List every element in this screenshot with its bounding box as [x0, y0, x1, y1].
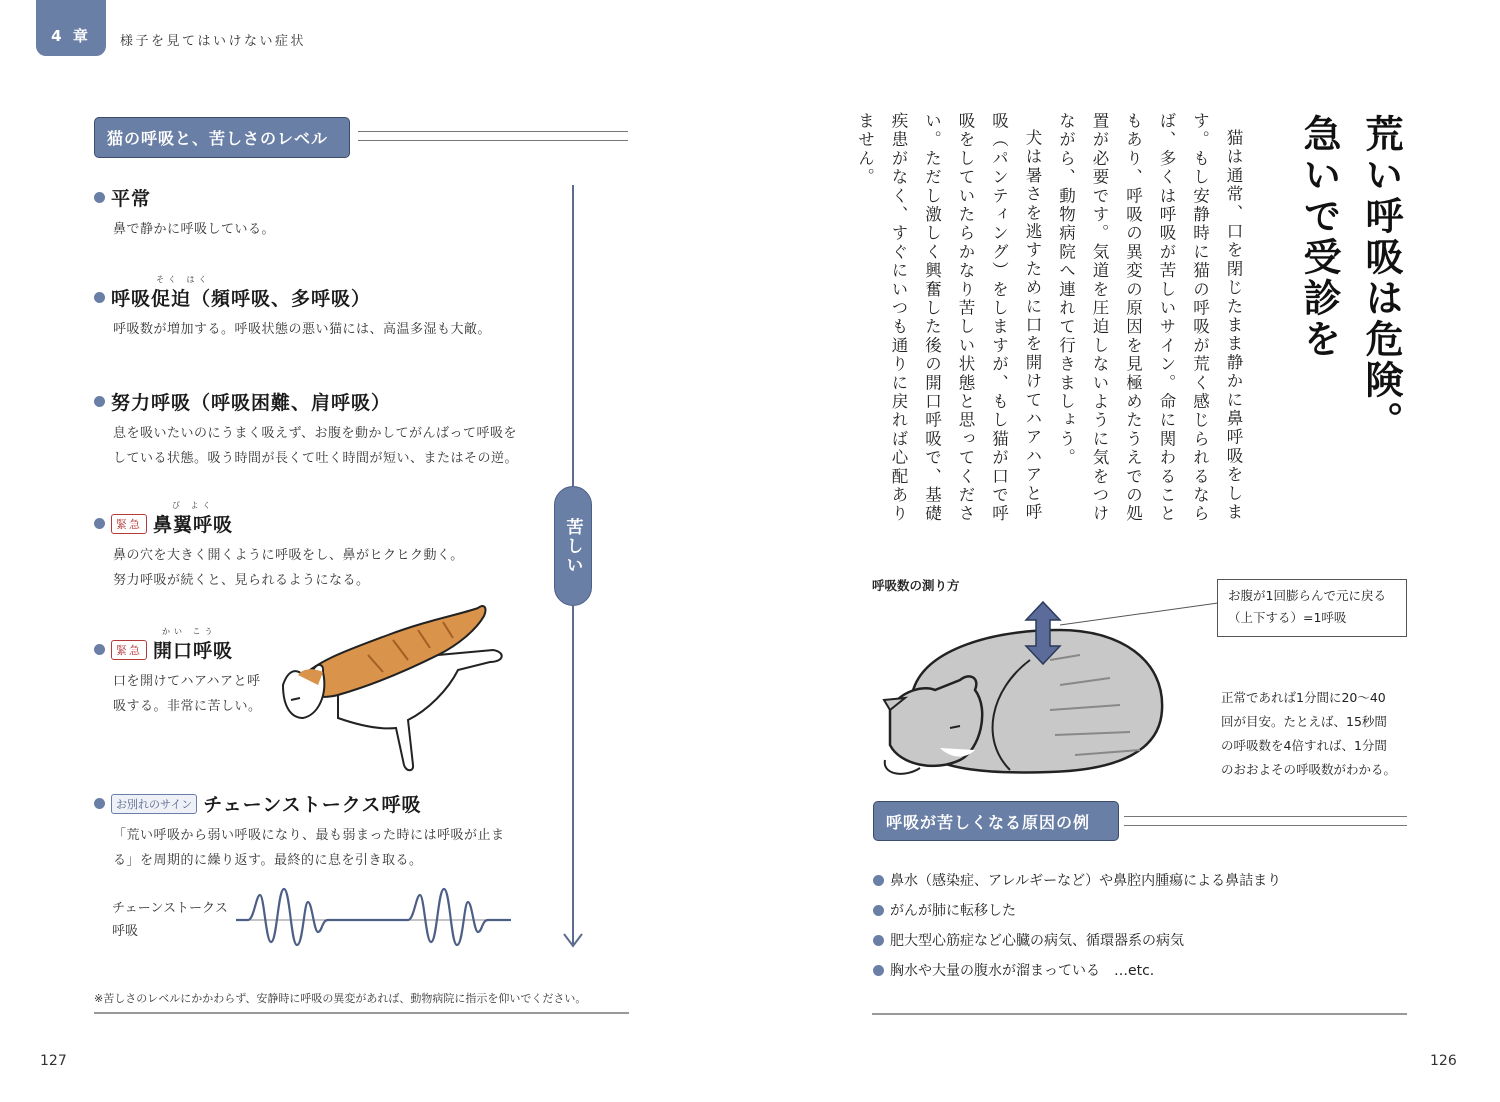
cheyne-stokes-waveform: [236, 887, 511, 947]
bullet-dot: [873, 875, 884, 886]
farewell-sign-badge: お別れのサイン: [111, 794, 197, 814]
level-item-cheyne-stokes: [94, 790, 505, 873]
level-indicator-pill: 苦しい: [554, 486, 592, 606]
level-title: 呼吸促迫（頻呼吸、多呼吸）: [111, 288, 372, 310]
headline: 荒い呼吸は危険。 急いで受診を: [1297, 114, 1403, 442]
causes-list: [873, 865, 1281, 985]
level-item-open-mouth: [94, 626, 262, 719]
heading-double-rule: [1124, 816, 1407, 826]
page-number-left: 127: [40, 1053, 67, 1069]
level-item-tachypnea: [94, 274, 491, 342]
level-description: 鼻で静かに呼吸している。: [113, 222, 276, 237]
level-description-line: している状態。吸う時間が長くて吐く時間が短い、またはその逆。: [113, 451, 519, 466]
chapter-title: 様子を見てはいけない症状: [120, 34, 307, 49]
up-down-arrow-icon: [1024, 600, 1062, 666]
level-arrow-line: [572, 606, 574, 944]
bullet-dot: [94, 798, 105, 809]
level-description-line: 鼻の穴を大きく開くように呼吸をし、鼻がヒクヒク動く。: [113, 548, 464, 563]
cause-item: がんが肺に転移した: [873, 895, 1281, 925]
urgent-badge: 緊急: [111, 640, 147, 660]
arrow-down-icon: [562, 930, 584, 950]
breath-callout-box: お腹が1回膨らんで元に戻る （上下する）=1呼吸: [1217, 579, 1407, 637]
bullet-dot: [94, 518, 105, 529]
level-title: 平常: [111, 188, 152, 210]
bullet-dot: [94, 192, 105, 203]
level-description-line: 吸する。非常に苦しい。: [113, 699, 262, 714]
urgent-badge: 緊急: [111, 514, 147, 534]
section-heading-breathing-levels: 猫の呼吸と、苦しさのレベル: [94, 117, 350, 158]
cause-item: 胸水や大量の腹水が溜まっている …etc.: [873, 955, 1281, 985]
section-heading-causes: 呼吸が苦しくなる原因の例: [873, 801, 1119, 841]
measure-title: 呼吸数の測り方: [872, 578, 960, 593]
page-number-right: 126: [1430, 1053, 1457, 1069]
left-bottom-rule: [94, 1012, 629, 1014]
level-description-line: 「荒い呼吸から弱い呼吸になり、最も弱まった時には呼吸が止ま: [113, 828, 505, 843]
ruby-reading: び よく: [172, 501, 215, 510]
level-arrow-line: [572, 185, 574, 487]
measure-note: 正常であれば1分間に20〜40 回が目安。たとえば、15秒間 の呼吸数を4倍すれば、1分間 のおおよその呼吸数がわかる。: [1221, 690, 1397, 777]
level-title: 鼻翼呼吸: [153, 514, 234, 536]
ruby-reading: かい こう: [162, 627, 217, 636]
body-paragraph: 猫は通常、口を閉じたまま静かに鼻呼吸をします。もし安静時に猫の呼吸が荒く感じられるならば、多くは呼吸が苦しいサイン。命に関わることもあり、呼吸の異変の原因を見極めたうえでの処置が必要です。気道を圧迫しないように気をつけながら、動物病院へ連れて行きましょう。: [1056, 112, 1243, 524]
bullet-dot: [873, 905, 884, 916]
bullet-dot: [94, 396, 105, 407]
level-title: 開口呼吸: [153, 640, 234, 662]
level-title: チェーンストークス呼吸: [203, 794, 422, 816]
level-item-nasal-flaring: [94, 500, 464, 593]
bullet-dot: [873, 935, 884, 946]
level-item-labored: [94, 388, 518, 471]
bullet-dot: [94, 644, 105, 655]
body-paragraph: 犬は暑さを逃すために口を開けてハアハアと呼吸（パンティング）をしますが、もし猫が口で呼吸をしていたらかなり苦しい状態と思ってください。ただし激しく興奮した後の開口呼吸で、基礎疾患がなく、すぐにいつも通りに戻れば心配ありません。: [855, 112, 1042, 524]
level-description: 呼吸数が増加する。呼吸状態の悪い猫には、高温多湿も大敵。: [113, 322, 492, 337]
footnote: ※苦しさのレベルにかかわらず、安静時に呼吸の異変があれば、動物病院に指示を仰いでください。: [94, 992, 587, 1005]
heading-double-rule: [358, 131, 628, 141]
ruby-reading: そく はく: [156, 275, 211, 284]
waveform-label: チェーンストークス 呼吸: [112, 901, 228, 939]
cause-item: 肥大型心筋症など心臓の病気、循環器系の病気: [873, 925, 1281, 955]
right-bottom-rule: [872, 1013, 1407, 1015]
cause-item: 鼻水（感染症、アレルギーなど）や鼻腔内腫瘍による鼻詰まり: [873, 865, 1281, 895]
cat-illustration-open-mouth: [278, 600, 518, 775]
chapter-tab: 4 章: [36, 0, 106, 56]
level-description-line: る」を周期的に繰り返す。最終的に息を引き取る。: [113, 853, 423, 868]
body-text-vertical: [848, 112, 1250, 532]
level-description-line: 努力呼吸が続くと、見られるようになる。: [113, 573, 370, 588]
bullet-dot: [873, 965, 884, 976]
level-description-line: 口を開けてハアハアと呼: [113, 674, 261, 689]
level-description-line: 息を吸いたいのにうまく吸えず、お腹を動かしてがんばって呼吸を: [113, 426, 517, 441]
level-item-normal: [94, 184, 275, 242]
level-title: 努力呼吸（呼吸困難、肩呼吸）: [111, 392, 392, 414]
bullet-dot: [94, 292, 105, 303]
